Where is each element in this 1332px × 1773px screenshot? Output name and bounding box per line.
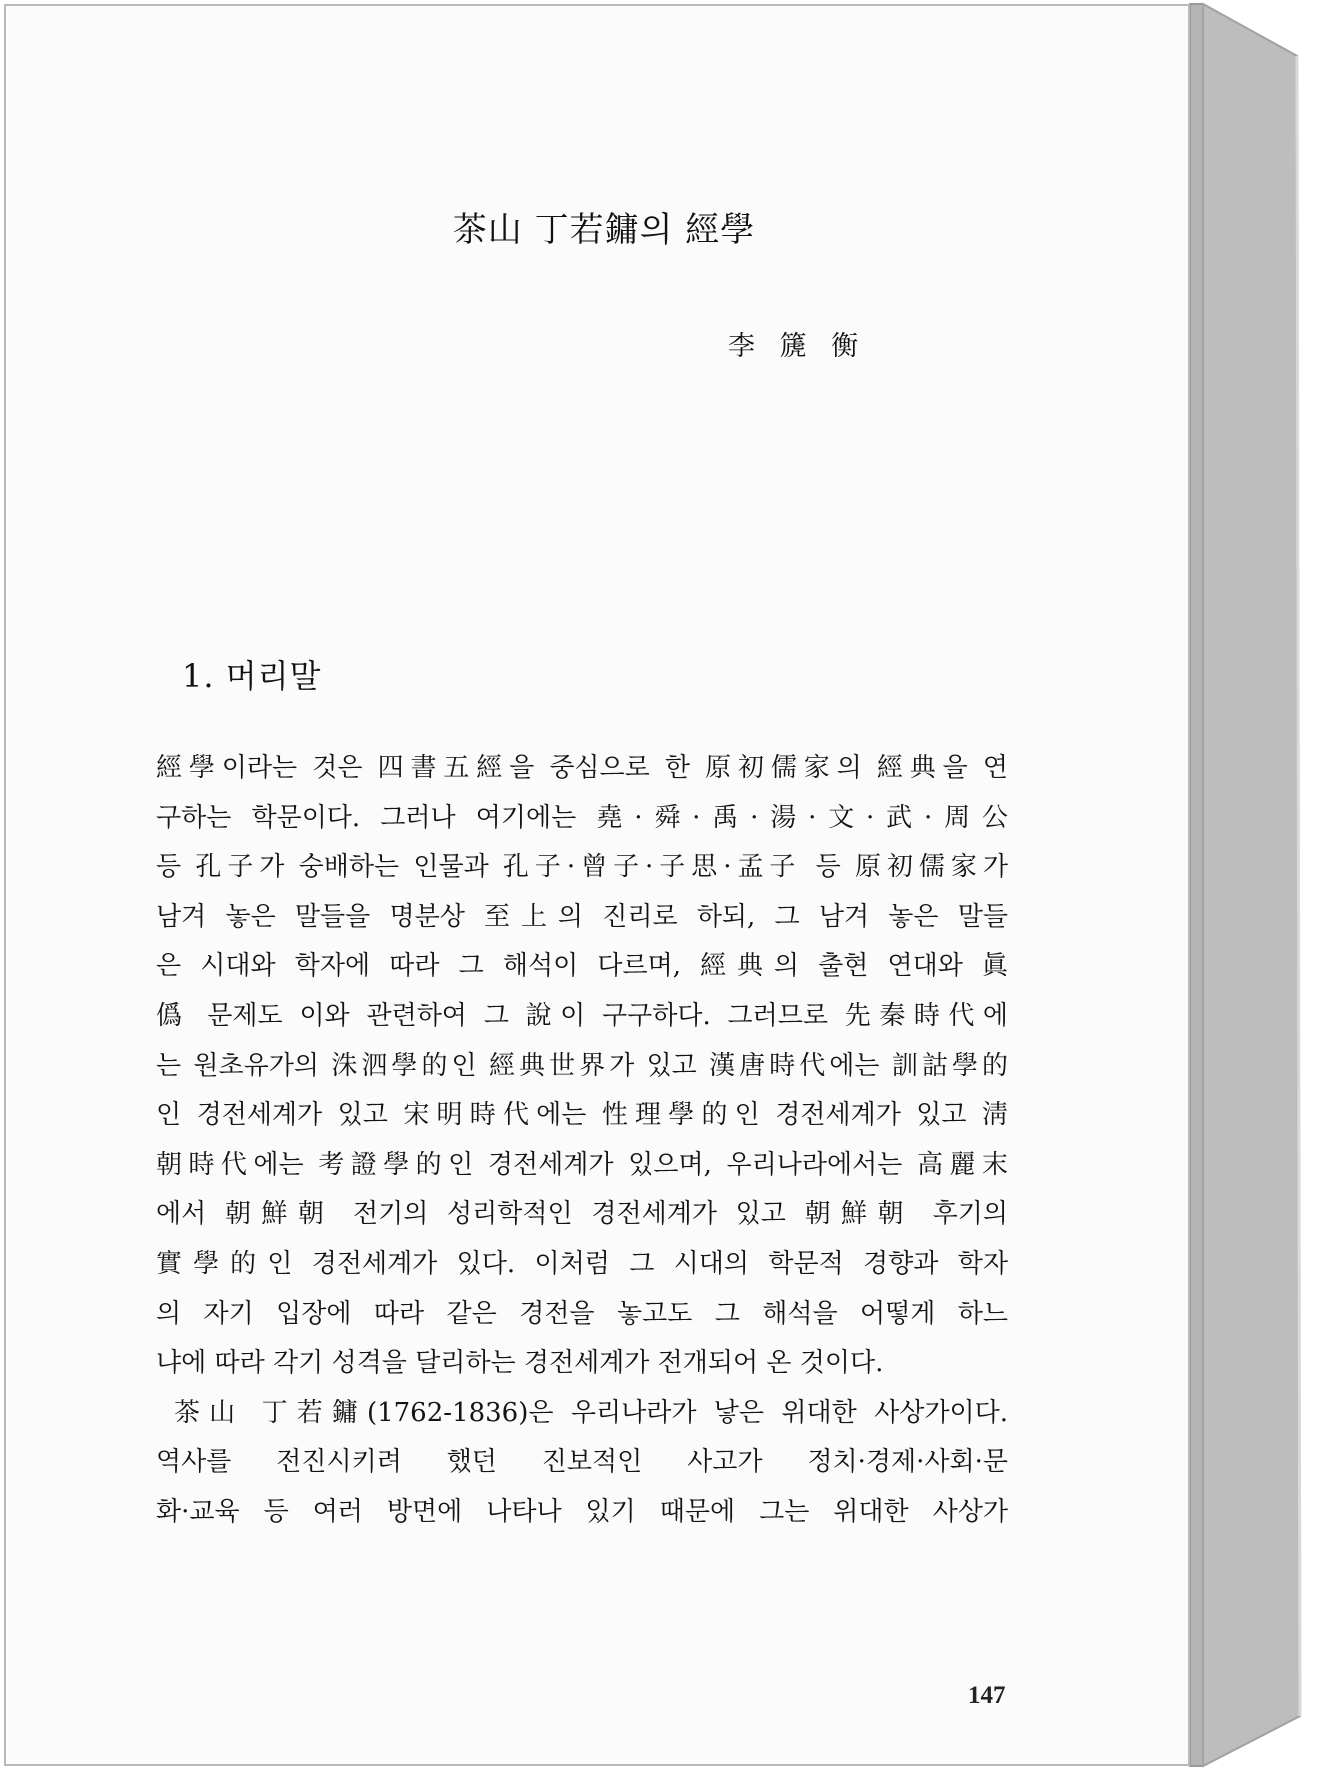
text-line: 구하는 학문이다. 그러나 여기에는 堯·舜·禹·湯·文·武·周公 — [156, 802, 1008, 833]
body-text — [156, 744, 1008, 1538]
page-number: 147 — [968, 1682, 1006, 1709]
section-heading: 1. 머리말 — [182, 657, 322, 695]
text-line: 茶山 丁若鏞(1762-1836)은 우리나라가 낳은 위대한 사상가이다. — [174, 1397, 1008, 1428]
text-line: 인 경전세계가 있고 宋明時代에는 性理學的인 경전세계가 있고 淸 — [156, 1100, 1008, 1131]
text-line: 僞 문제도 이와 관련하여 그 說이 구구하다. 그러므로 先秦時代에 — [156, 1000, 1008, 1031]
book-page — [4, 4, 1190, 1766]
text-line: 의 자기 입장에 따라 같은 경전을 놓고도 그 해석을 어떻게 하느 — [156, 1298, 1008, 1329]
text-line: 남겨 놓은 말들을 명분상 至上의 진리로 하되, 그 남겨 놓은 말들 — [156, 901, 1008, 932]
author-name: 李 篪 衡 — [728, 331, 867, 362]
text-line: 朝時代에는 考證學的인 경전세계가 있으며, 우리나라에서는 高麗末 — [156, 1149, 1008, 1180]
text-line: 화·교육 등 여러 방면에 나타나 있기 때문에 그는 위대한 사상가 — [156, 1496, 1008, 1527]
article-title: 茶山 丁若鏞의 經學 — [452, 210, 756, 250]
text-line: 는 원초유가의 洙泗學的인 經典世界가 있고 漢唐時代에는 訓詁學的 — [156, 1050, 1008, 1081]
text-line: 實學的인 경전세계가 있다. 이처럼 그 시대의 학문적 경향과 학자 — [156, 1248, 1008, 1279]
text-line: 냐에 따라 각기 성격을 달리하는 경전세계가 전개되어 온 것이다. — [156, 1348, 884, 1379]
text-line: 역사를 전진시키려 했던 진보적인 사고가 정치·경제·사회·문 — [156, 1447, 1008, 1478]
text-line: 에서 朝鮮朝 전기의 성리학적인 경전세계가 있고 朝鮮朝 후기의 — [156, 1199, 1008, 1230]
text-line: 經學이라는 것은 四書五經을 중심으로 한 原初儒家의 經典을 연 — [156, 753, 1008, 783]
text-line: 등 孔子가 숭배하는 인물과 孔子·曾子·子思·孟子 등 原初儒家가 — [156, 852, 1008, 883]
text-line: 은 시대와 학자에 따라 그 해석이 다르며, 經典의 출현 연대와 眞 — [156, 951, 1008, 982]
